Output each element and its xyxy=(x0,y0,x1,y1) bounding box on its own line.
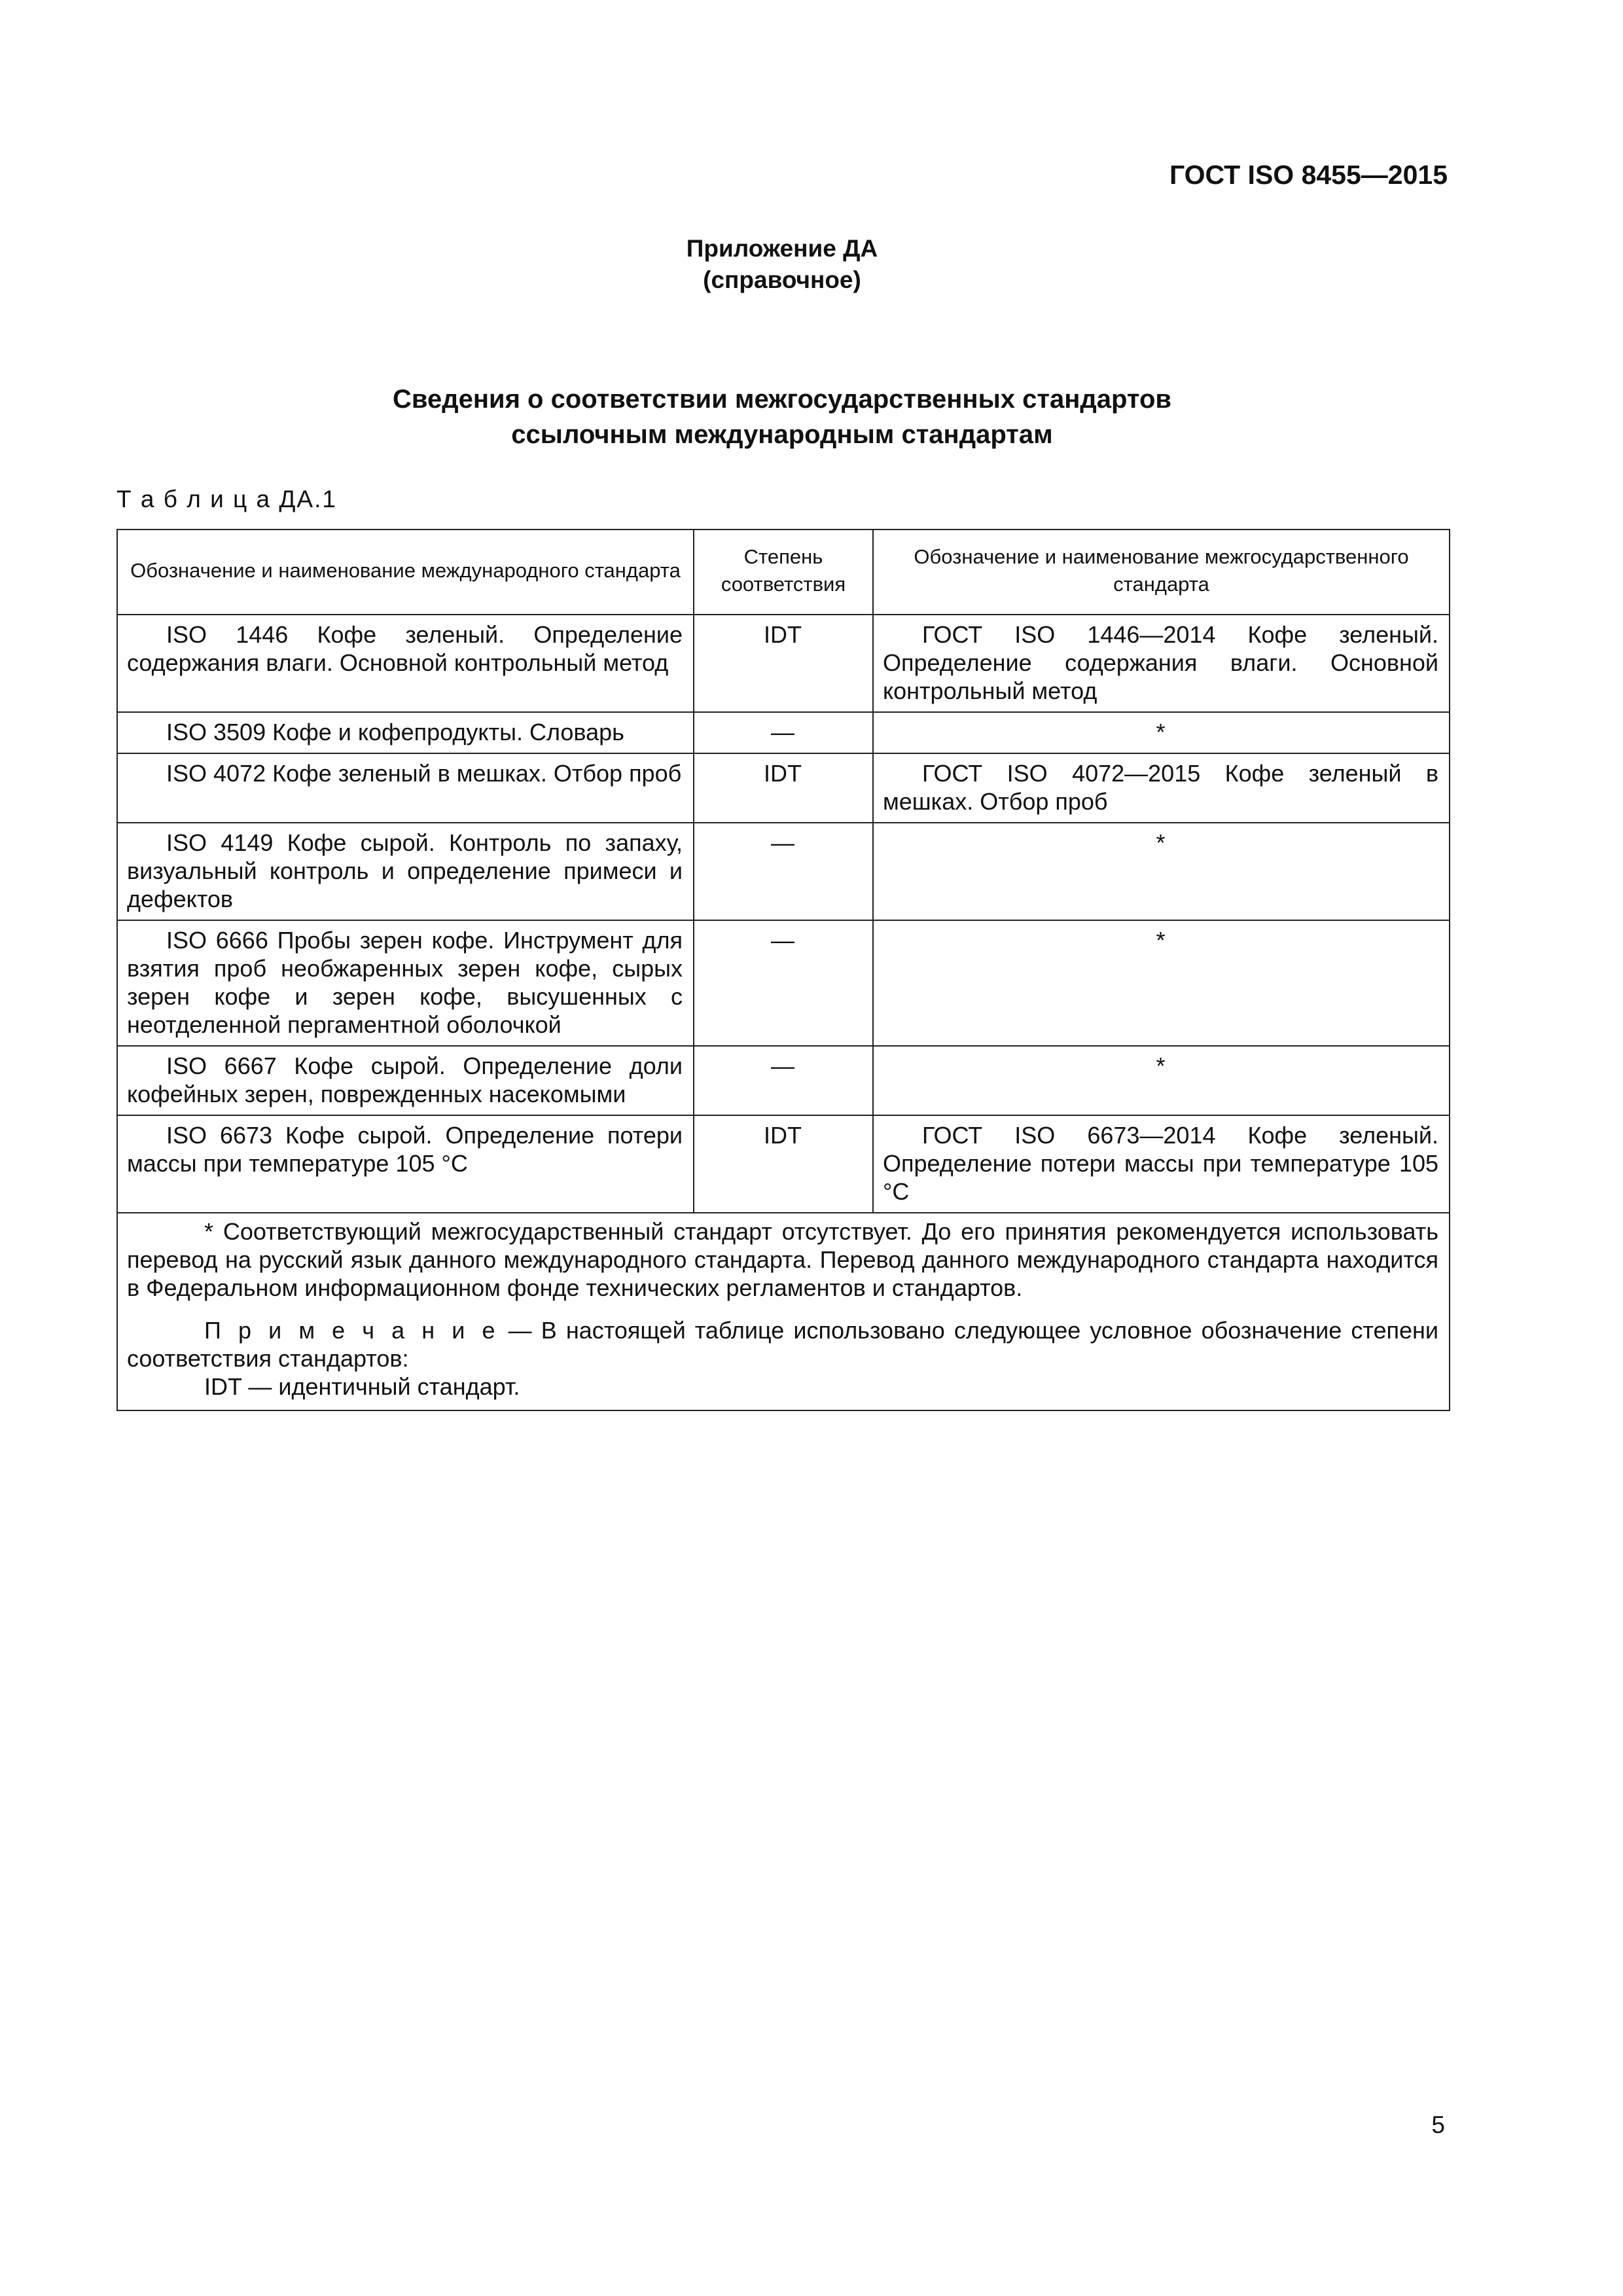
section-heading xyxy=(0,382,1564,452)
interstate-standard-cell: * xyxy=(873,712,1450,753)
intl-standard-cell: ISO 4072 Кофе зеленый в мешках. Отбор проб xyxy=(117,753,694,823)
table-notes-row xyxy=(117,1213,1450,1410)
page-number: 5 xyxy=(1431,2111,1445,2138)
heading-line-1: Сведения о соответствии межгосударственных стандартов xyxy=(393,385,1171,414)
table-row xyxy=(117,823,1450,920)
annex-title: Приложение ДА xyxy=(686,235,878,262)
correspondence-table xyxy=(116,529,1450,1411)
table-footnote: * Соответствующий межгосударственный стандарт отсутствует. До его принятия рекомендуется использовать перевод на русский язык данного международного стандарта. Перевод данного международного стандарта находится в Федеральном информационном фонде технических регламентов и стандартов. xyxy=(127,1218,1438,1301)
intl-standard-cell: ISO 3509 Кофе и кофепродукты. Словарь xyxy=(117,712,694,753)
table-row xyxy=(117,1115,1450,1213)
table-note xyxy=(127,1316,1438,1372)
degree-cell: — xyxy=(694,920,873,1046)
table-row xyxy=(117,615,1450,712)
interstate-standard-cell: * xyxy=(873,823,1450,920)
intl-standard-cell: ISO 6667 Кофе сырой. Определение доли кофейных зерен, поврежденных насекомыми xyxy=(117,1046,694,1115)
table-row xyxy=(117,712,1450,753)
intl-standard-cell: ISO 6673 Кофе сырой. Определение потери массы при температуре 105 °С xyxy=(117,1115,694,1213)
degree-cell: IDT xyxy=(694,615,873,712)
table-row xyxy=(117,753,1450,823)
annex-title-block xyxy=(0,233,1564,296)
annex-subtitle: (справочное) xyxy=(703,266,861,293)
document-code: ГОСТ ISO 8455—2015 xyxy=(1169,160,1448,190)
heading-line-2: ссылочным международным стандартам xyxy=(511,420,1053,449)
table-row xyxy=(117,920,1450,1046)
degree-cell: IDT xyxy=(694,753,873,823)
note-text: — В настоящей таблице использовано следующее условное обозначение степени соответствия стандартов: xyxy=(127,1317,1438,1372)
header-degree: Степень соответствия xyxy=(694,529,873,615)
intl-standard-cell: ISO 6666 Пробы зерен кофе. Инструмент для взятия проб необжаренных зерен кофе, сырых зерен кофе и зерен кофе, высушенных с неотделенной пергаментной оболочкой xyxy=(117,920,694,1046)
note-label: П р и м е ч а н и е xyxy=(204,1317,499,1344)
header-intl-standard: Обозначение и наименование международного стандарта xyxy=(117,529,694,615)
interstate-standard-cell: ГОСТ ISO 6673—2014 Кофе зеленый. Определение потери массы при температуре 105 °С xyxy=(873,1115,1450,1213)
intl-standard-cell: ISO 4149 Кофе сырой. Контроль по запаху, визуальный контроль и определение примеси и дефектов xyxy=(117,823,694,920)
table-row xyxy=(117,1046,1450,1115)
table-notes-cell xyxy=(117,1213,1450,1410)
interstate-standard-cell: ГОСТ ISO 1446—2014 Кофе зеленый. Определение содержания влаги. Основной контрольный метод xyxy=(873,615,1450,712)
interstate-standard-cell: ГОСТ ISO 4072—2015 Кофе зеленый в мешках. Отбор проб xyxy=(873,753,1450,823)
degree-cell: IDT xyxy=(694,1115,873,1213)
degree-cell: — xyxy=(694,712,873,753)
interstate-standard-cell: * xyxy=(873,920,1450,1046)
table-caption: Т а б л и ц а ДА.1 xyxy=(116,486,337,512)
degree-cell: — xyxy=(694,1046,873,1115)
note-idt-definition: IDT — идентичный стандарт. xyxy=(204,1373,520,1400)
degree-cell: — xyxy=(694,823,873,920)
intl-standard-cell: ISO 1446 Кофе зеленый. Определение содержания влаги. Основной контрольный метод xyxy=(117,615,694,712)
table-header-row xyxy=(117,529,1450,615)
header-interstate-standard: Обозначение и наименование межгосударственного стандарта xyxy=(873,529,1450,615)
interstate-standard-cell: * xyxy=(873,1046,1450,1115)
